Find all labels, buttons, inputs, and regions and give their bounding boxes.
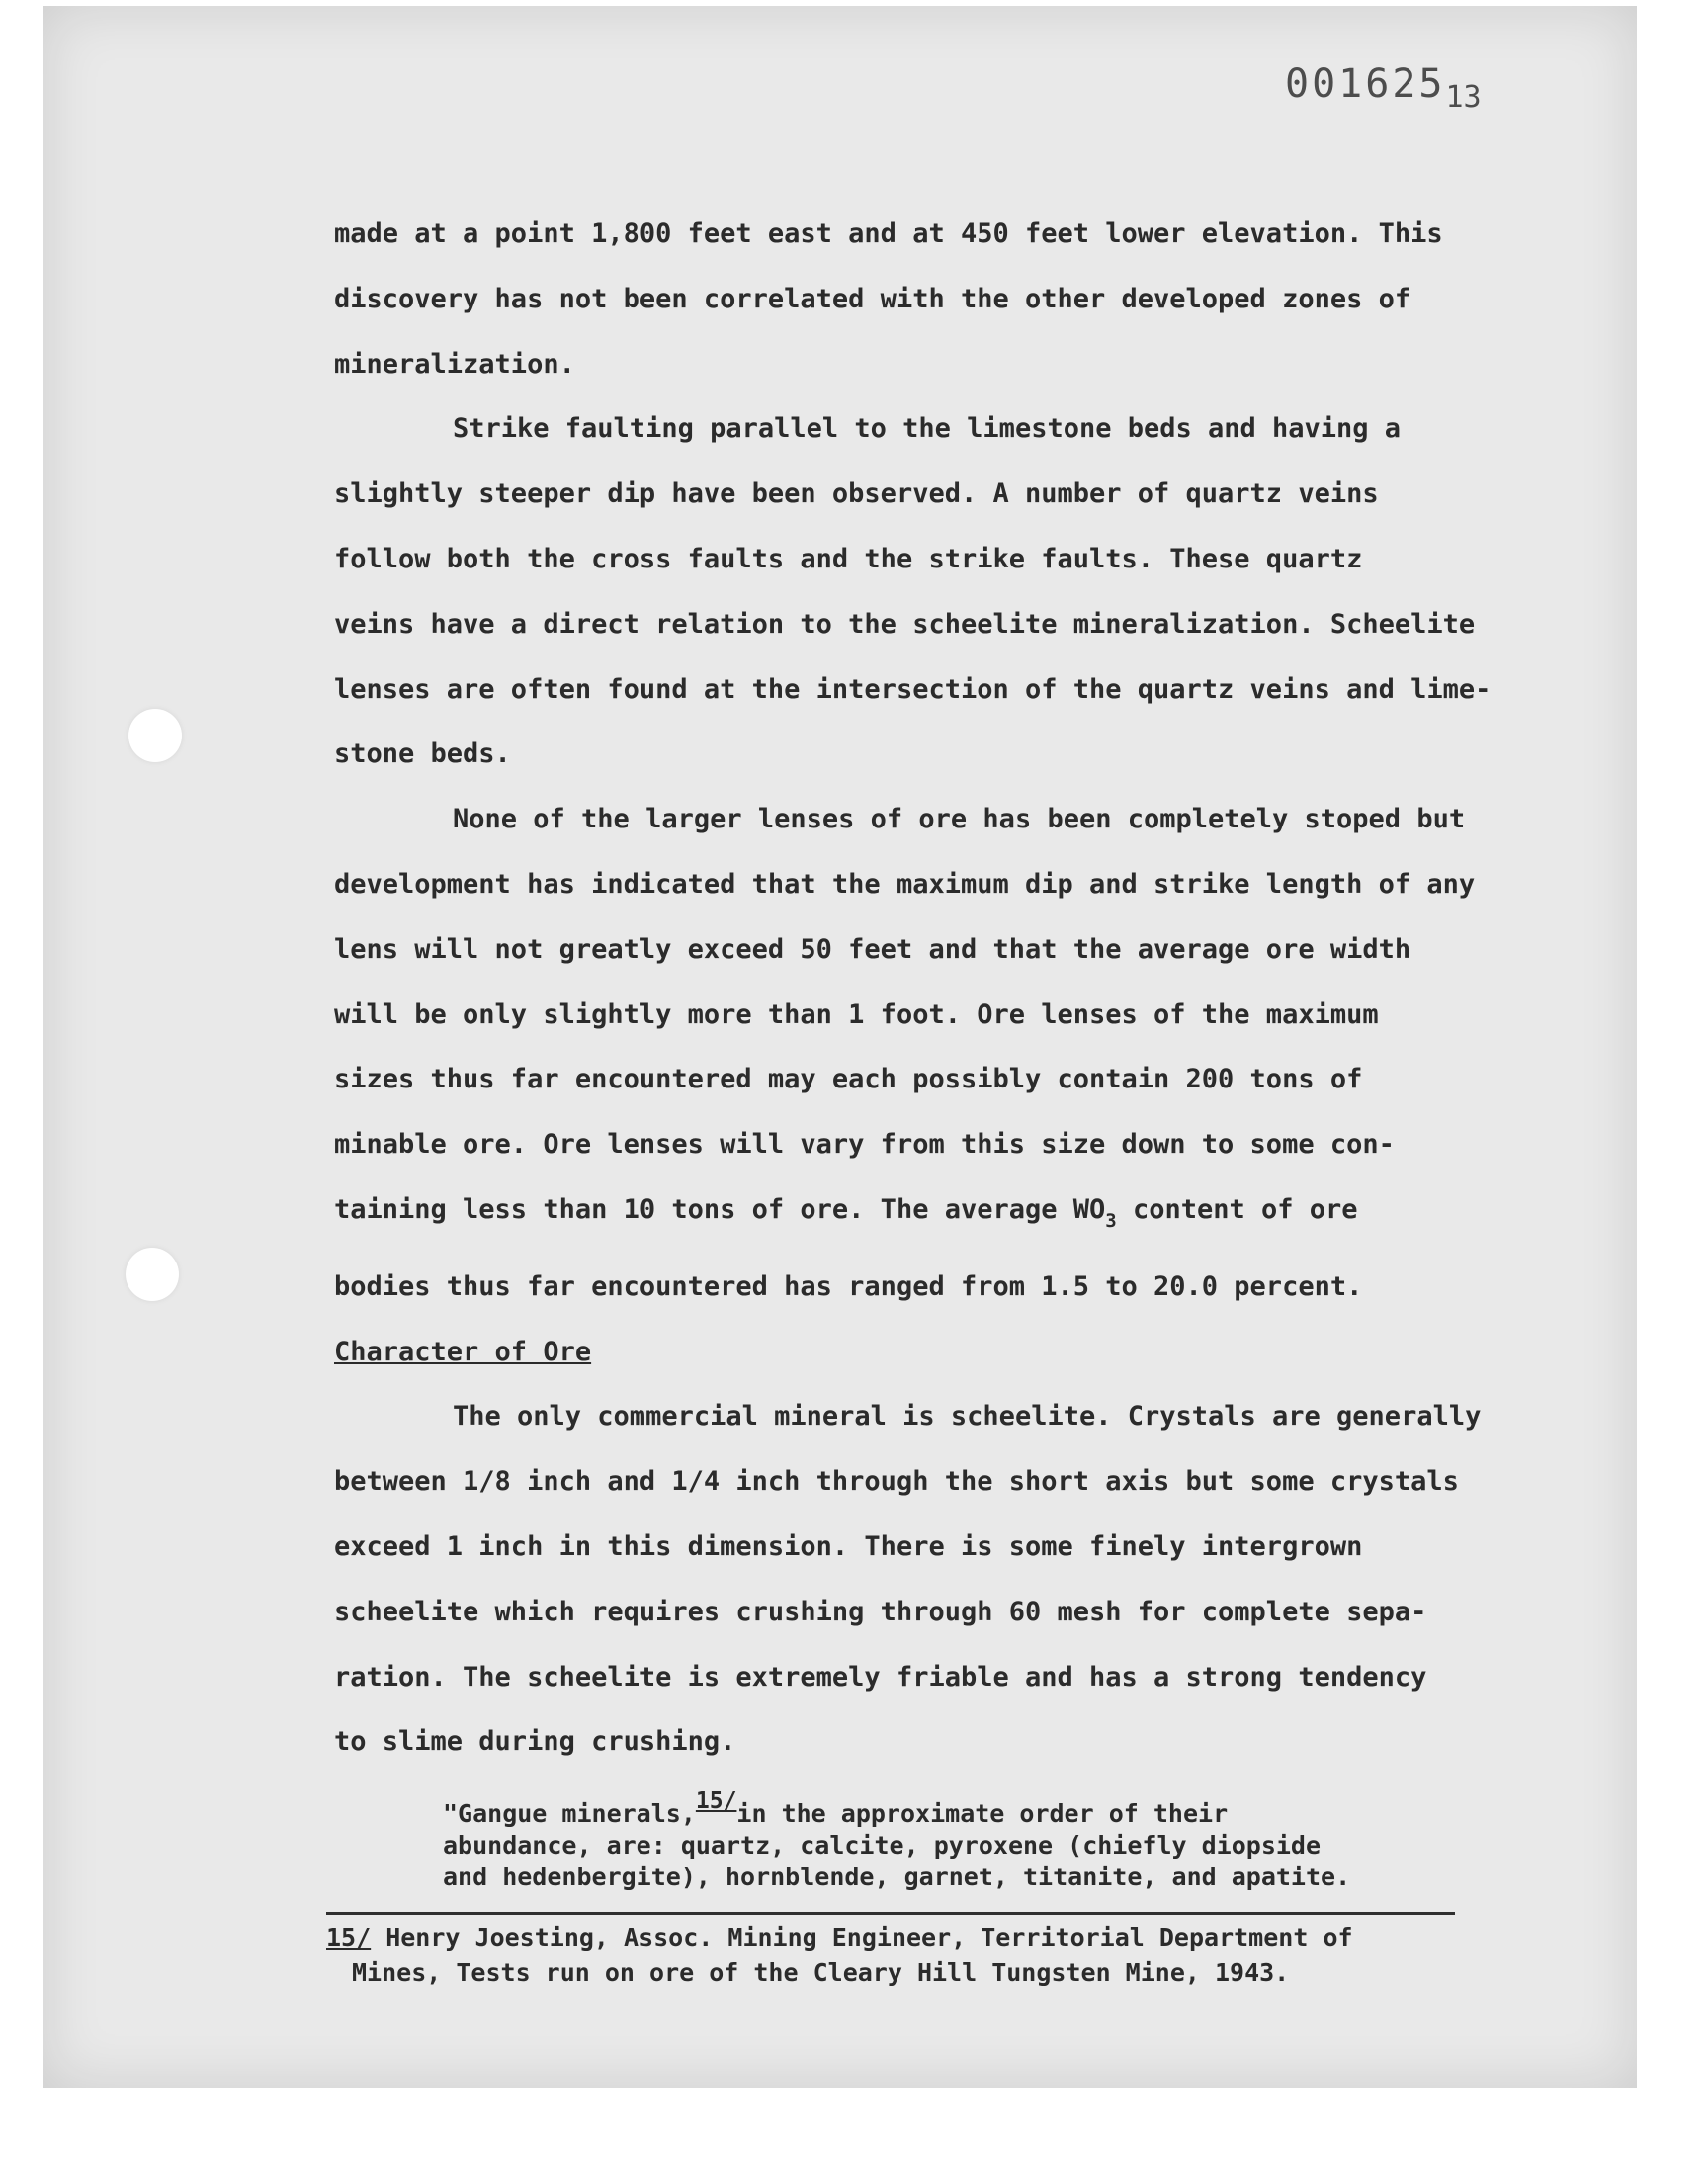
text-line: between 1/8 inch and 1/4 inch through the short axis but some crystals [334, 1466, 1459, 1498]
text-line: discovery has not been correlated with the other developed zones of [334, 283, 1411, 314]
text-line: None of the larger lenses of ore has been completely stoped but [453, 804, 1466, 835]
quote-line: and hedenbergite), hornblende, garnet, titanite, and apatite. [443, 1863, 1351, 1891]
quote-line: abundance, are: quartz, calcite, pyroxene (chiefly diopside [443, 1831, 1322, 1860]
text-line: lenses are often found at the intersection of the quartz veins and lime- [334, 673, 1492, 705]
text-line: taining less than 10 tons of ore. The average WO [334, 1193, 1106, 1225]
quote-start: "Gangue minerals, [443, 1799, 696, 1828]
paragraph-3 [334, 787, 1520, 1319]
paragraph-1 [334, 202, 1520, 396]
text-line: content of ore [1116, 1193, 1358, 1225]
text-line: development has indicated that the maximum dip and strike length of any [334, 868, 1476, 900]
footnote-text: Henry Joesting, Assoc. Mining Engineer, Territorial Department of [371, 1923, 1353, 1952]
paragraph-2 [334, 396, 1520, 787]
text-line: exceed 1 inch in this dimension. There is some finely intergrown [334, 1530, 1363, 1562]
punch-hole-lower [126, 1248, 179, 1301]
section-heading: Character of Ore [334, 1336, 592, 1367]
quote-rest: in the approximate order of their [736, 1799, 1229, 1828]
text-line: sizes thus far encountered may each possibly contain 200 tons of [334, 1064, 1363, 1095]
text-line: to slime during crushing. [334, 1726, 736, 1758]
text-line: lens will not greatly exceed 50 feet and that the average ore width [334, 933, 1411, 965]
text-line: will be only slightly more than 1 foot. Ore lenses of the maximum [334, 999, 1379, 1030]
block-quote [443, 1785, 1471, 1893]
text-line: slightly steeper dip have been observed. A number of quartz veins [334, 478, 1379, 510]
stamp-number: 001625 [1285, 61, 1446, 107]
paragraph-4 [334, 1384, 1520, 1775]
text-line: made at a point 1,800 feet east and at 450 feet lower elevation. This [334, 218, 1443, 249]
footnote [326, 1920, 1483, 1991]
text-line: bodies thus far encountered has ranged from 1.5 to 20.0 percent. [334, 1270, 1363, 1302]
text-line: Strike faulting parallel to the limestone beds and having a [453, 413, 1402, 445]
footnote-line: Mines, Tests run on ore of the Cleary Hill Tungsten Mine, 1943. [352, 1958, 1290, 1987]
page-stamp [1285, 61, 1482, 115]
text-line: follow both the cross faults and the strike faults. These quartz [334, 543, 1363, 574]
text-line: mineralization. [334, 348, 575, 380]
footnote-divider [326, 1912, 1455, 1915]
text-line: The only commercial mineral is scheelite. Crystals are generally [453, 1401, 1482, 1433]
punch-hole-upper [128, 709, 182, 762]
page-number: 13 [1445, 80, 1482, 115]
text-line: veins have a direct relation to the scheelite mineralization. Scheelite [334, 608, 1476, 640]
text-line: minable ore. Ore lenses will vary from this size down to some con- [334, 1129, 1395, 1161]
quote-line [443, 1785, 1471, 1830]
text-line: scheelite which requires crushing through 60 mesh for complete sepa- [334, 1596, 1427, 1627]
footnote-mark: 15/ [326, 1923, 372, 1952]
body-text [334, 202, 1520, 1775]
text-line: ration. The scheelite is extremely friable and has a strong tendency [334, 1661, 1427, 1693]
wo3-subscript: 3 [1105, 1209, 1117, 1232]
text-line: stone beds. [334, 739, 511, 770]
footnote-reference: 15/ [695, 1788, 737, 1814]
footnote-line [326, 1920, 1483, 1956]
